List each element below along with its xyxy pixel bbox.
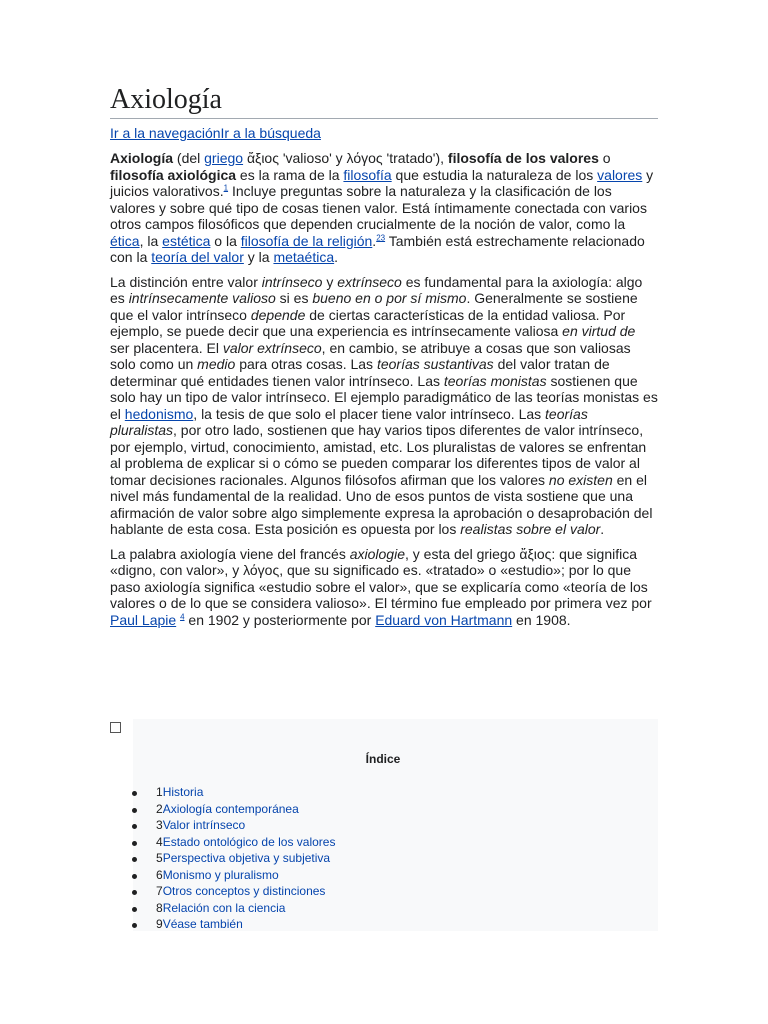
text: (del	[173, 150, 205, 166]
text: La distinción entre valor	[110, 273, 262, 290]
text: La palabra axiología viene del francés	[110, 545, 350, 562]
text: es la rama de la	[236, 166, 344, 183]
italic-term: intrínsecamente valioso	[128, 290, 276, 306]
toc-item-link[interactable]: Historia	[162, 785, 204, 799]
link-valores[interactable]: valores	[597, 166, 643, 183]
reference-link[interactable]: 4	[180, 611, 185, 621]
text: Incluye preguntas sobre la naturaleza y la clasificación de los valores y sobre qué tipo de cosas tienen valor. Está íntimamente conectada con varios otros campos filosóficos que dependen crucialmente de la noción de valor, como la	[110, 183, 647, 232]
text: si es	[275, 290, 313, 306]
link-teoria-valor[interactable]: teoría del valor	[151, 249, 244, 265]
skip-links	[110, 124, 658, 142]
italic-term: valor extrínseco	[222, 339, 322, 356]
toc-item-link[interactable]: Monismo y pluralismo	[162, 867, 279, 882]
link-eduard-von-hartmann[interactable]: Eduard von Hartmann	[375, 611, 513, 628]
link-griego[interactable]: griego	[204, 150, 244, 166]
italic-term: medio	[197, 356, 236, 372]
toc-item[interactable]	[110, 900, 335, 917]
text: , por otro lado, sostienen que hay varios tipos diferentes de valor intrínseco, por ejemplo, virtud, conocimiento, amistad, etc. Los pluralistas de valores se enfrentan al problema de explicar si o cómo se pueden comparar los diferentes tipos de valor al tomar decisiones racionales. Algunos filósofos afirman que los valores	[110, 422, 647, 488]
distinction-paragraph	[110, 274, 658, 538]
bold-term: filosofía axiológica	[110, 166, 237, 183]
text: .	[600, 521, 605, 537]
toc-list	[110, 784, 335, 933]
italic-term: extrínseco	[337, 273, 402, 290]
toc-item[interactable]	[110, 867, 335, 884]
text: ἄξιος 'valioso' y λόγος 'tratado'),	[243, 150, 448, 166]
skip-to-search-link[interactable]: Ir a la búsqueda	[220, 125, 321, 141]
italic-term: intrínseco	[261, 273, 323, 290]
toc-item-number: 1	[156, 785, 163, 799]
bold-term: filosofía de los valores	[447, 150, 599, 166]
link-filosofia-religion[interactable]: filosofía de la religión	[240, 232, 373, 249]
toc-item-number: 2	[156, 801, 163, 816]
toc-item-link[interactable]: Otros conceptos y distinciones	[162, 884, 326, 898]
toc-item[interactable]	[110, 834, 335, 851]
toc-item[interactable]	[110, 883, 335, 900]
reference-link[interactable]: 23	[376, 232, 386, 242]
italic-term: teorías monistas	[443, 372, 547, 389]
link-paul-lapie[interactable]: Paul Lapie	[110, 611, 177, 628]
page-title: Axiología	[110, 84, 658, 119]
toc-item-number: 6	[156, 867, 163, 882]
italic-term: en virtud de	[562, 323, 636, 339]
toc-item[interactable]	[110, 784, 335, 801]
text: y	[322, 273, 338, 290]
toc-item-number: 4	[156, 834, 163, 849]
text: en el nivel más fundamental de la realidad. Uno de esos puntos de vista sostiene que una afirmación de valor sobre algo simplemente expresa la aprobación o desaprobación del hablante de esta cosa. Esta posición es opuesta por los	[110, 471, 653, 537]
text: en 1908.	[512, 611, 571, 628]
italic-term: teorías pluralistas	[110, 405, 588, 438]
toc-item-link[interactable]: Perspectiva objetiva y subjetiva	[162, 851, 331, 865]
link-filosofia[interactable]: filosofía	[343, 166, 392, 183]
italic-term: bueno en o por sí mismo	[312, 290, 467, 306]
text: o la	[210, 232, 241, 249]
text: de ciertas características de la entidad valiosa. Por ejemplo, se puede decir que una experiencia es intrínsecamente valiosa	[110, 306, 626, 339]
italic-term: axiologie	[349, 545, 405, 562]
toc-item-link[interactable]: Valor intrínseco	[162, 818, 246, 832]
toc-item-number: 9	[156, 917, 163, 931]
text: , la	[139, 232, 163, 249]
toc-item-link[interactable]: Axiología contemporánea	[162, 801, 299, 816]
text: , y esta del griego ἄξιος: que significa «digno, con valor», y λόγος, que su significado es. «tratado» o «estudio»; por lo que paso axiología significa «estudio sobre el valor», que se explicaría como «teoría de los valores o de lo que se considera valioso». El término fue empleado por primera vez por	[110, 545, 652, 611]
text: es fundamental para la axiología: algo es	[110, 273, 643, 306]
text: , en cambio, se atribuye a cosas que son valiosas solo como un	[110, 339, 631, 372]
text: , la tesis de que solo el placer tiene valor intrínseco. Las	[193, 405, 546, 422]
toc-item-link[interactable]: Estado ontológico de los valores	[162, 834, 336, 849]
text: ser placentera. El	[110, 339, 223, 356]
italic-term: no existen	[548, 471, 613, 488]
link-hedonismo[interactable]: hedonismo	[124, 405, 194, 422]
text: del valor tratan de determinar qué entidades tienen valor intrínseco. Las	[110, 356, 610, 389]
toc-item[interactable]	[110, 817, 335, 834]
etymology-paragraph	[110, 546, 658, 629]
reference-link[interactable]: 1	[223, 183, 229, 193]
text: .	[372, 232, 377, 249]
toc-toggle-checkbox[interactable]	[110, 722, 121, 733]
text: También está estrechamente relacionado con la	[110, 232, 645, 265]
toc-title: Índice	[365, 752, 401, 766]
text: sostienen que solo hay un tipo de valor intrínseco. El ejemplo paradigmático de las teorías monistas es el	[110, 372, 658, 422]
text: y la	[243, 249, 274, 265]
text: y juicios valorativos.	[110, 166, 654, 199]
toc-item-number: 8	[156, 900, 163, 915]
italic-term: realistas sobre el valor	[460, 521, 601, 537]
article-body	[110, 84, 658, 628]
text: o	[598, 150, 611, 166]
toc-item[interactable]	[110, 850, 335, 867]
text: . Generalmente se sostiene que el valor intrínseco	[110, 290, 638, 323]
intro-paragraph	[110, 150, 658, 266]
text: en 1902 y posteriormente por	[184, 611, 376, 628]
toc-item[interactable]	[110, 916, 335, 933]
toc-item-number: 5	[156, 851, 163, 865]
toc-item-number: 7	[156, 884, 163, 898]
text: .	[334, 249, 339, 265]
link-metaetica[interactable]: metaética	[273, 249, 335, 265]
link-etica[interactable]: ética	[110, 232, 140, 249]
link-estetica[interactable]: estética	[162, 232, 211, 249]
italic-term: depende	[250, 306, 306, 323]
toc-item-link[interactable]: Relación con la ciencia	[162, 900, 286, 915]
text: que estudia la naturaleza de los	[391, 166, 598, 183]
toc-item[interactable]	[110, 801, 335, 818]
toc-item-link[interactable]: Véase también	[162, 917, 243, 931]
text: para otras cosas. Las	[235, 356, 377, 372]
bold-term: Axiología	[110, 150, 174, 166]
italic-term: teorías sustantivas	[376, 356, 494, 372]
toc-item-number: 3	[156, 818, 163, 832]
skip-to-navigation-link[interactable]: Ir a la navegación	[110, 125, 221, 141]
